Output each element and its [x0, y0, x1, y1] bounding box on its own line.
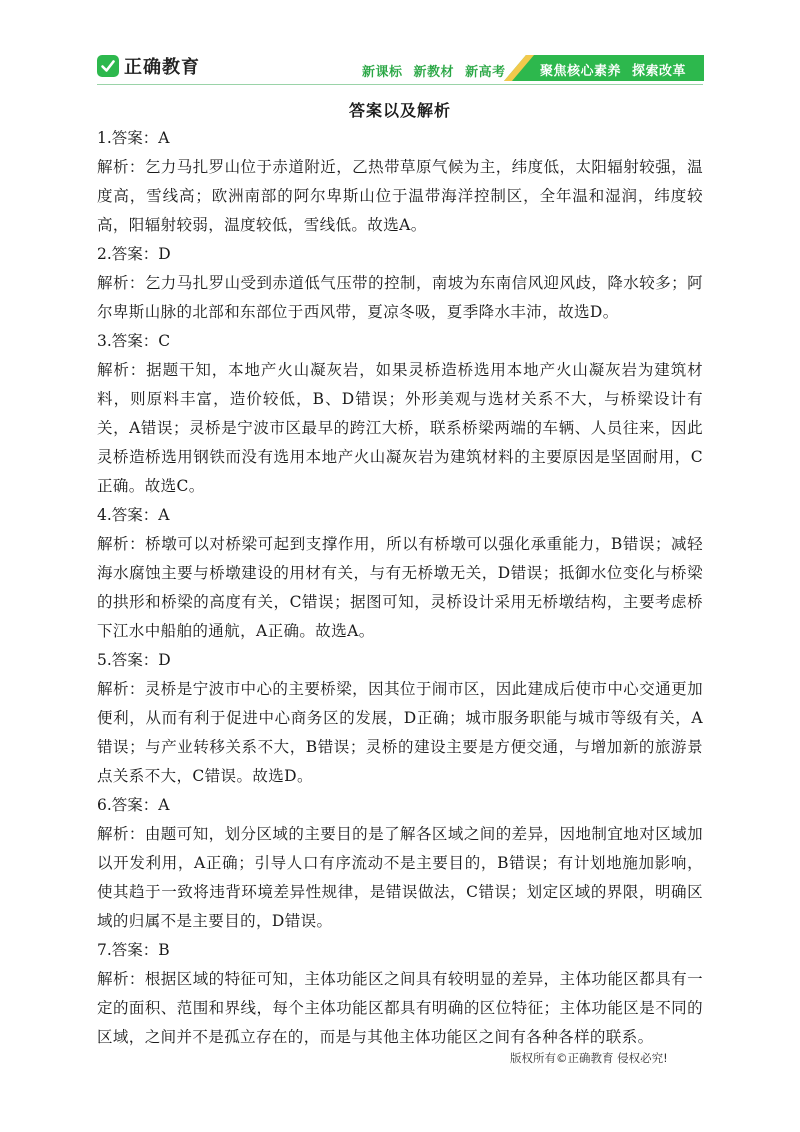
explanation-text: 解析：根据区域的特征可知，主体功能区之间具有较明显的差异，主体功能区都具有一定的面积、范围和界线，每个主体功能区都具有明确的区位特征；主体功能区是不同的区域，之间并不是孤立存在的，而是与其他主体功能区之间有各种各样的联系。	[97, 970, 703, 1046]
answer-item	[97, 501, 703, 646]
tagline-item: 新高考	[465, 65, 506, 80]
answer-item	[97, 791, 703, 936]
document-title: 答案以及解析	[348, 101, 451, 120]
answer-line: 4.答案：A	[97, 506, 170, 524]
answer-item	[97, 124, 703, 240]
tagline-item: 新课标	[362, 65, 403, 80]
answer-line: 2.答案：D	[97, 245, 171, 263]
copyright-footer: 版权所有©正确教育 侵权必究!	[510, 1051, 668, 1065]
explanation-text: 解析：由题可知，划分区域的主要目的是了解各区域之间的差异，因地制宜地对区域加以开发利用，A正确；引导人口有序流动不是主要目的，B错误；有计划地施加影响，使其趋于一致将违背环境差异性规律，是错误做法，C错误；划定区域的界限，明确区域的归属不是主要目的，D错误。	[97, 825, 703, 930]
answer-item	[97, 327, 703, 501]
banner-text	[540, 60, 692, 79]
answer-item	[97, 936, 703, 1052]
answer-line: 5.答案：D	[97, 651, 171, 669]
answer-line: 6.答案：A	[97, 796, 170, 814]
answer-list	[97, 124, 703, 1052]
checkmark-icon	[97, 55, 119, 77]
answer-item	[97, 240, 703, 327]
page-header	[0, 0, 800, 90]
answer-line: 1.答案：A	[97, 129, 170, 147]
explanation-text: 解析：乞力马扎罗山受到赤道低气压带的控制，南坡为东南信风迎风歧，降水较多；阿尔卑斯山脉的北部和东部位于西风带，夏凉冬吸，夏季降水丰沛，故选D。	[97, 274, 703, 321]
banner-item: 探索改革	[632, 64, 687, 79]
explanation-text: 解析：据题干知，本地产火山凝灰岩，如果灵桥造桥选用本地产火山凝灰岩为建筑材料，则原料丰富，造价较低，B、D错误；外形美观与选材关系不大，与桥梁设计有关，A错误；灵桥是宁波市区最早的跨江大桥，联系桥梁两端的车辆、人员往来，因此灵桥造桥选用钢铁而没有选用本地产火山凝灰岩为建筑材料的主要原因是坚固耐用，C正确。故选C。	[97, 361, 703, 495]
explanation-text: 解析：乞力马扎罗山位于赤道附近，乙热带草原气候为主，纬度低，太阳辐射较强，温度高，雪线高；欧洲南部的阿尔卑斯山位于温带海洋控制区，全年温和湿润，纬度较高，阳辐射较弱，温度较低，雪线低。故选A。	[97, 158, 703, 234]
explanation-text: 解析：桥墩可以对桥梁可起到支撑作用，所以有桥墩可以强化承重能力，B错误；减轻海水腐蚀主要与桥墩建设的用材有关，与有无桥墩无关，D错误；抵御水位变化与桥梁的拱形和桥梁的高度有关，C错误；据图可知，灵桥设计采用无桥墩结构，主要考虑桥下江水中船舶的通航，A正确。故选A。	[97, 535, 703, 640]
logo	[97, 53, 200, 79]
banner-item: 聚焦核心素养	[540, 64, 622, 79]
logo-text: 正确教育	[124, 57, 200, 78]
tagline-item: 新教材	[413, 65, 455, 80]
answer-item	[97, 646, 703, 791]
header-divider	[97, 84, 703, 85]
answer-line: 3.答案：C	[97, 332, 171, 350]
explanation-text: 解析：灵桥是宁波市中心的主要桥梁，因其位于闹市区，因此建成后使市中心交通更加便利，从而有利于促进中心商务区的发展，D正确；城市服务职能与城市等级有关，A错误；与产业转移关系不大，B错误；灵桥的建设主要是方便交通，与增加新的旅游景点关系不大，C错误。故选D。	[97, 680, 703, 785]
tagline	[362, 61, 512, 80]
answer-line: 7.答案：B	[97, 941, 170, 959]
